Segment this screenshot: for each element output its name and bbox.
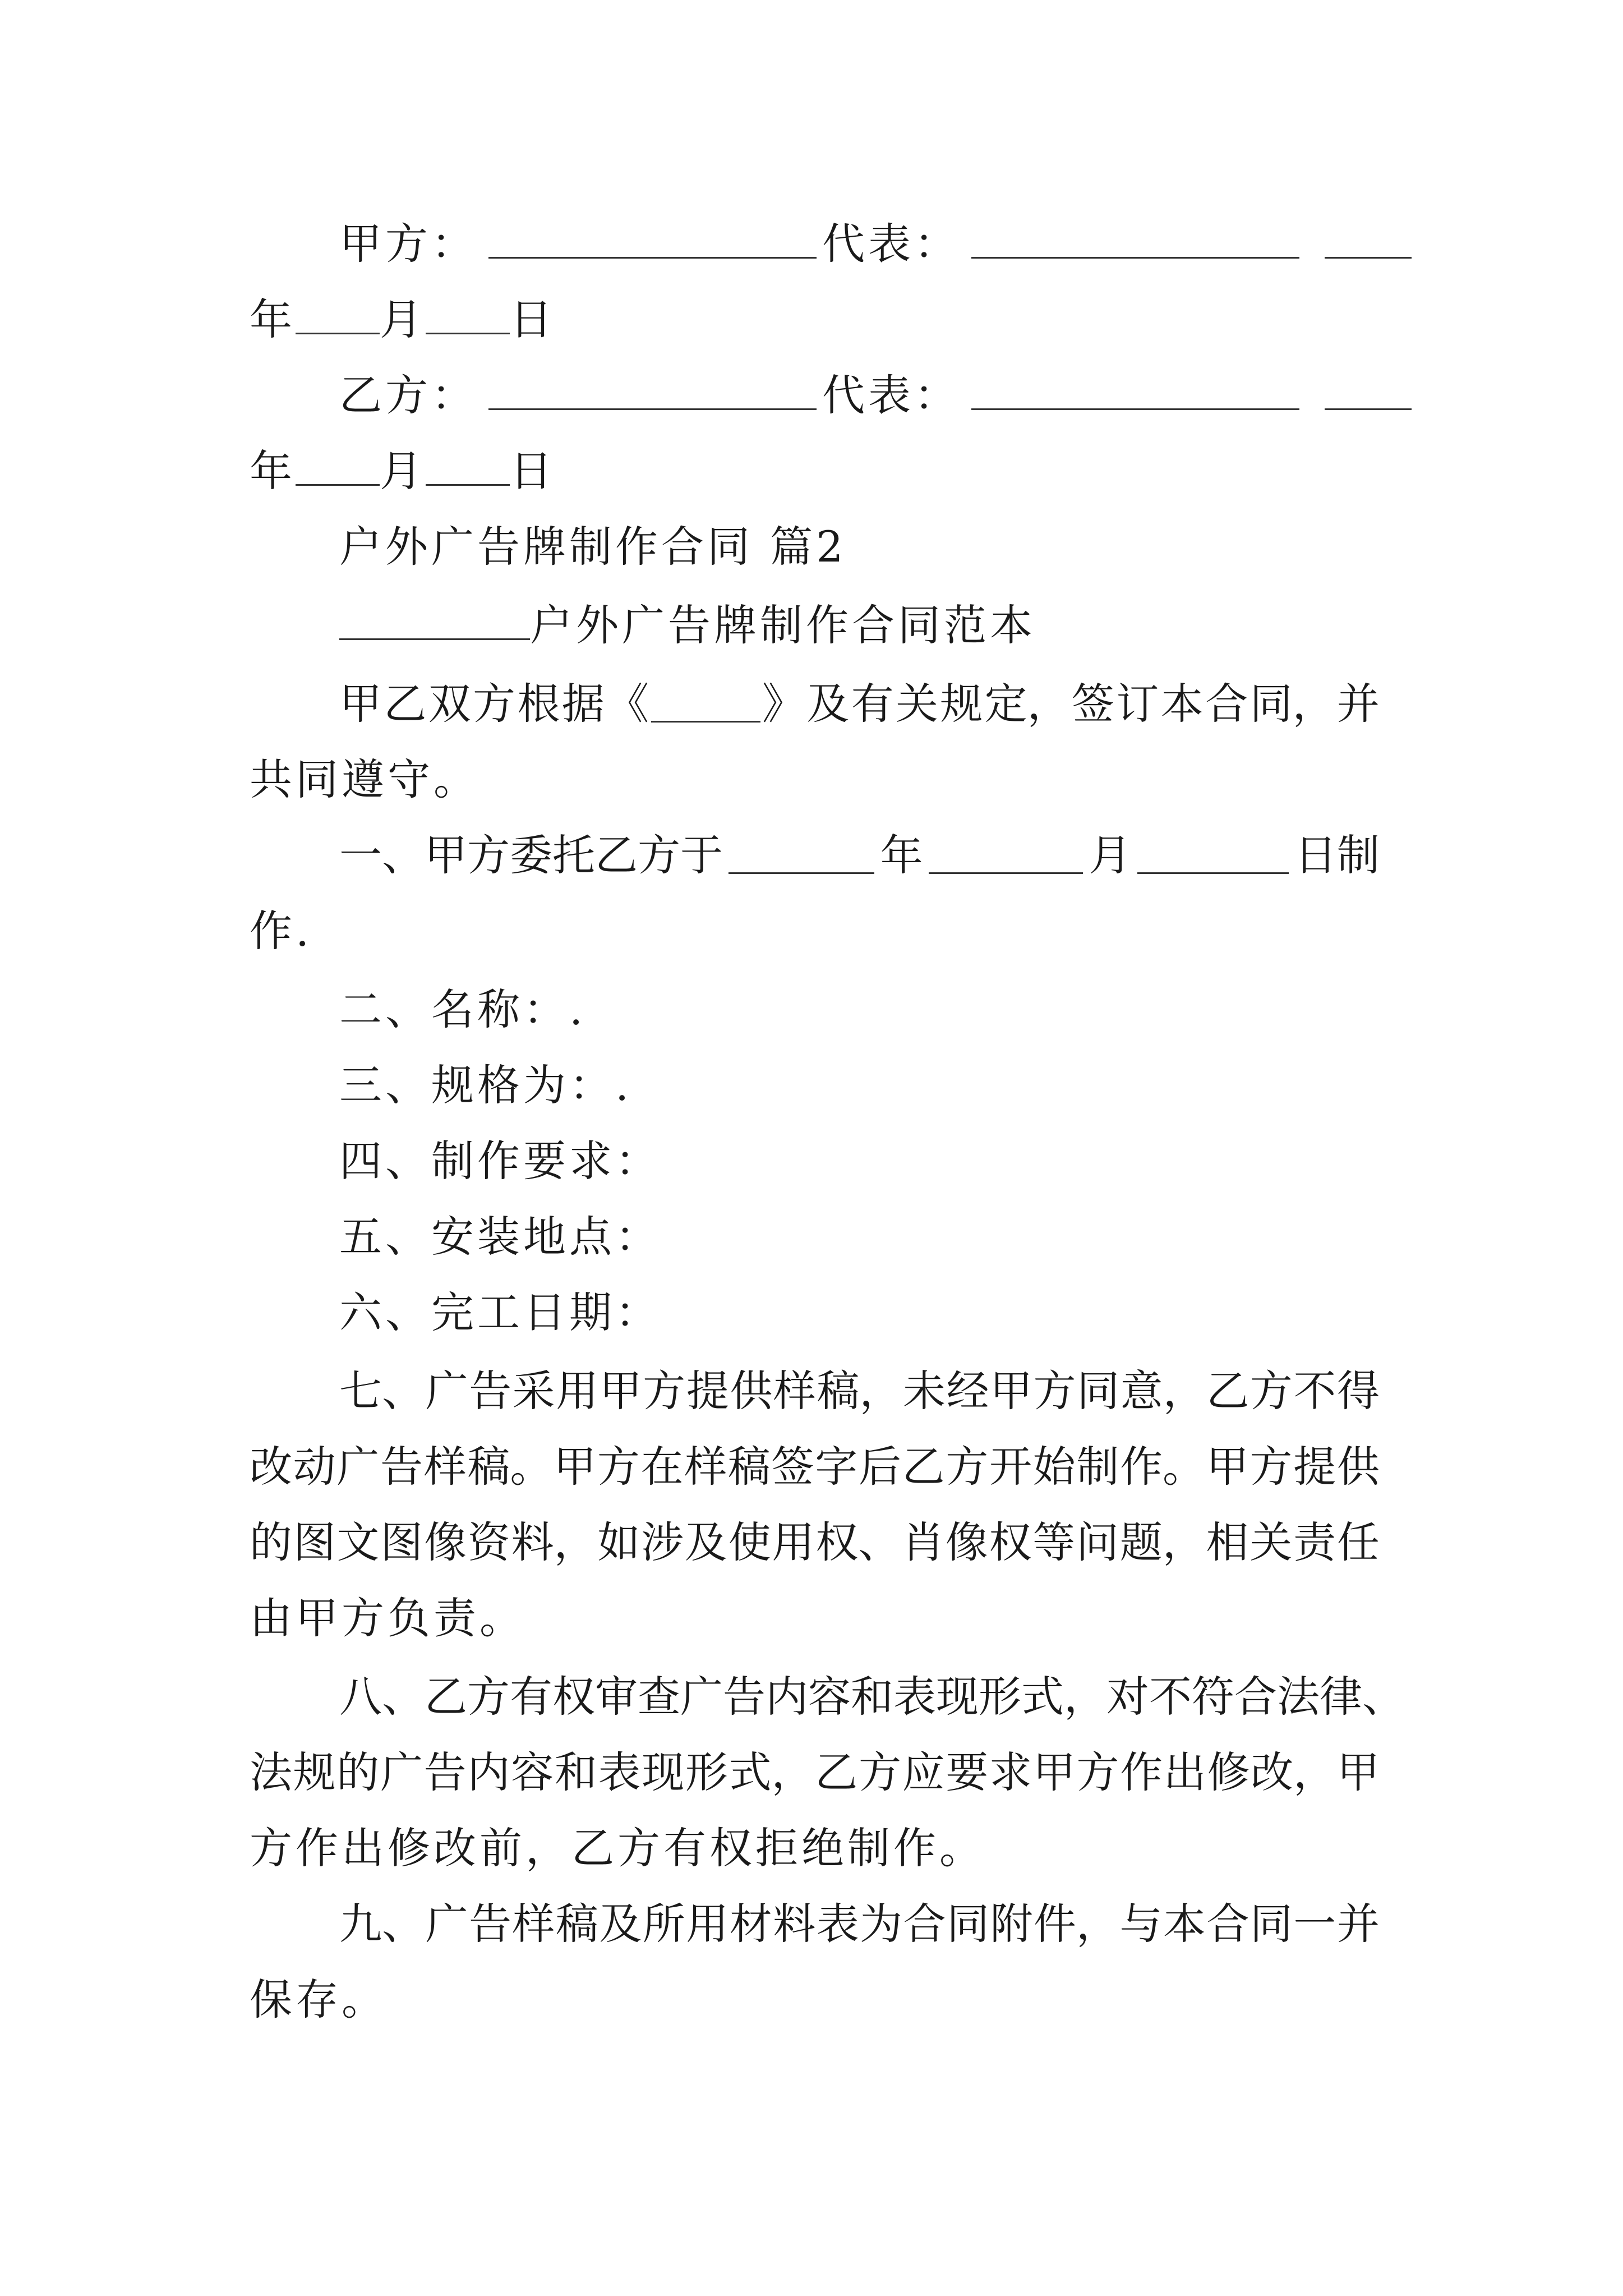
text-glyph: 本	[1163, 1899, 1206, 1949]
text-glyph: 像	[945, 1517, 988, 1567]
text-glyph: 方	[643, 1366, 686, 1416]
text-glyph: 改	[250, 1442, 292, 1492]
month-label: 月	[380, 446, 426, 496]
text-glyph: 容	[511, 1747, 554, 1797]
text-glyph: 所	[642, 1899, 685, 1949]
text-glyph: 提	[686, 1366, 729, 1416]
text-glyph: 样	[423, 1442, 467, 1492]
text-glyph: 七、	[339, 1366, 425, 1416]
text-glyph: 供	[1336, 1442, 1380, 1492]
text-glyph: 方	[1076, 1747, 1119, 1797]
text-glyph: 后	[858, 1442, 901, 1492]
text-glyph: 法	[1277, 1672, 1320, 1722]
text-glyph: 定，	[984, 679, 1070, 729]
text-glyph: 作	[1120, 1747, 1163, 1797]
text-glyph: 合	[903, 1899, 946, 1949]
item7-line-3	[250, 1503, 1380, 1582]
year-label: 年	[250, 446, 296, 496]
text-glyph: 甲	[1032, 1747, 1076, 1797]
party-a-year-blank	[1325, 222, 1412, 259]
text-glyph: 如	[597, 1517, 640, 1567]
text-glyph: 表	[893, 1672, 936, 1722]
intro-line-2: 共同遵守。	[250, 754, 479, 804]
text-glyph: 文	[336, 1517, 380, 1567]
item9-end: 保存。	[250, 1975, 388, 2024]
text-glyph: 经	[946, 1366, 989, 1416]
item1-text: 一、甲方委托乙方于	[339, 830, 723, 880]
item5: 五、安装地点：	[339, 1212, 661, 1262]
text-glyph: 意，	[1120, 1366, 1206, 1416]
text-glyph: 应	[902, 1747, 945, 1797]
text-glyph: 规	[940, 679, 983, 729]
item1-year: 年	[880, 830, 923, 880]
year-label: 年	[250, 295, 296, 344]
text-glyph: 甲	[990, 1366, 1033, 1416]
text-glyph: 相	[1206, 1517, 1249, 1567]
item2: 二、名称：.	[339, 984, 587, 1034]
text-glyph: 广	[680, 1672, 723, 1722]
text-glyph: 方	[1249, 1442, 1293, 1492]
month-blank	[296, 449, 380, 486]
text-glyph: 和	[554, 1747, 597, 1797]
text-glyph: 要	[946, 1747, 989, 1797]
item8-end: 方作出修改前，乙方有权拒绝制作。	[250, 1823, 985, 1873]
party-b-year-blank	[1325, 374, 1412, 410]
text-glyph: 符	[1192, 1672, 1234, 1722]
text-glyph: 形	[979, 1672, 1021, 1722]
item9-line-1	[250, 1885, 1380, 1963]
text-glyph: 作。	[1120, 1442, 1206, 1492]
item1-month-blank	[929, 838, 1083, 874]
text-glyph: 内	[766, 1672, 808, 1722]
text-glyph: 甲	[599, 1366, 642, 1416]
text-glyph: 料	[773, 1899, 816, 1949]
text-glyph: 权	[552, 1672, 595, 1722]
month-blank	[296, 298, 380, 334]
text-glyph: 问	[1076, 1517, 1119, 1567]
text-glyph: 本	[1160, 679, 1204, 729]
text-glyph: 等	[1032, 1517, 1076, 1567]
law-name-blank	[651, 686, 760, 723]
text-glyph: 及	[599, 1899, 642, 1949]
text-glyph: 件，	[1034, 1899, 1119, 1949]
text-glyph: 乙	[902, 1442, 945, 1492]
month-label: 月	[380, 295, 426, 344]
text-glyph: 甲	[339, 679, 382, 729]
text-glyph: 并	[1336, 1899, 1380, 1949]
text-glyph: 广	[425, 1899, 468, 1949]
item7-line-1	[250, 1352, 1380, 1430]
text-glyph: 现	[936, 1672, 979, 1722]
item1-day: 日制	[1294, 830, 1380, 880]
text-glyph: 在	[640, 1442, 684, 1492]
item1-end: 作.	[250, 906, 313, 956]
text-glyph: 题，	[1119, 1517, 1205, 1567]
day-label: 日	[510, 446, 556, 496]
day-label: 日	[510, 295, 556, 344]
text-glyph: 根	[517, 679, 560, 729]
text-glyph: 内	[467, 1747, 510, 1797]
text-glyph: 有	[510, 1672, 552, 1722]
text-glyph: 及	[684, 1517, 727, 1567]
item4: 四、制作要求：	[339, 1136, 661, 1186]
section-heading: 户外广告牌制作合同 篇2	[339, 522, 847, 572]
text-glyph: 表	[816, 1899, 859, 1949]
item8-line-2	[250, 1733, 1380, 1812]
text-glyph: 式，	[1021, 1672, 1106, 1722]
text-glyph: 乙	[1206, 1366, 1249, 1416]
party-a-rep-label: 代表：	[822, 219, 960, 269]
text-glyph: 用	[556, 1366, 599, 1416]
text-glyph: 样	[512, 1899, 555, 1949]
text-glyph: 动	[293, 1442, 336, 1492]
item6: 六、完工日期：	[339, 1287, 661, 1337]
text-glyph: 稿，	[817, 1366, 902, 1416]
text-glyph: 责	[1293, 1517, 1336, 1567]
text-glyph: 《	[606, 679, 649, 729]
document-page	[250, 0, 1405, 2296]
party-b-rep-blank	[971, 374, 1299, 410]
text-glyph: 订	[1116, 679, 1159, 729]
text-glyph: 及	[806, 679, 850, 729]
text-glyph: 稿	[727, 1442, 771, 1492]
title-blank	[339, 604, 530, 640]
party-b-blank	[488, 374, 817, 410]
text-glyph: 用	[772, 1517, 815, 1567]
text-glyph: 律、	[1320, 1672, 1405, 1722]
item3: 三、规格为：.	[339, 1060, 633, 1110]
text-glyph: 涉	[641, 1517, 684, 1567]
day-blank	[426, 449, 510, 486]
text-glyph: 方	[946, 1442, 989, 1492]
text-glyph: 告	[468, 1899, 511, 1949]
text-glyph: 方	[1249, 1366, 1293, 1416]
text-glyph: 八、	[339, 1672, 425, 1722]
text-glyph: 资	[467, 1517, 510, 1567]
text-glyph: 出	[1163, 1747, 1206, 1797]
text-glyph: 和	[851, 1672, 893, 1722]
text-glyph: 稿。	[467, 1442, 553, 1492]
text-glyph: 规	[293, 1747, 336, 1797]
text-glyph: 不	[1293, 1366, 1336, 1416]
text-glyph: 样	[773, 1366, 816, 1416]
text-glyph: 方	[858, 1747, 901, 1797]
item1-day-blank	[1137, 838, 1289, 874]
item7-line-2	[250, 1428, 1380, 1506]
text-glyph: 方	[467, 1672, 510, 1722]
text-glyph: 字	[815, 1442, 858, 1492]
text-glyph: 图	[293, 1517, 336, 1567]
intro-line-1	[250, 665, 1380, 743]
text-glyph: 对	[1106, 1672, 1149, 1722]
text-glyph: 合	[1234, 1672, 1277, 1722]
text-glyph: 甲	[554, 1442, 597, 1492]
text-glyph: 合	[1205, 679, 1248, 729]
text-glyph: 肖	[901, 1517, 944, 1567]
text-glyph: 权	[989, 1517, 1032, 1567]
text-glyph: 并	[1336, 679, 1380, 729]
text-glyph: 一	[1293, 1899, 1336, 1949]
text-glyph: 采	[512, 1366, 555, 1416]
text-glyph: 材	[729, 1899, 772, 1949]
text-glyph: 未	[903, 1366, 946, 1416]
text-glyph: 》	[762, 679, 805, 729]
text-glyph: 改，	[1251, 1747, 1336, 1797]
party-a-blank	[488, 222, 817, 259]
text-glyph: 甲	[1206, 1442, 1249, 1492]
text-glyph: 权、	[815, 1517, 901, 1567]
party-a-rep-blank	[971, 222, 1299, 259]
text-glyph: 告	[423, 1747, 467, 1797]
text-glyph: 同	[1077, 1366, 1120, 1416]
text-glyph: 的	[336, 1747, 380, 1797]
text-glyph: 的	[250, 1517, 292, 1567]
text-glyph: 修	[1207, 1747, 1250, 1797]
text-glyph: 告	[469, 1366, 512, 1416]
contract-title-line	[250, 586, 1380, 665]
text-glyph: 签	[1072, 679, 1115, 729]
text-glyph: 同	[947, 1899, 990, 1949]
text-glyph: 法	[250, 1747, 292, 1797]
text-glyph: 像	[424, 1517, 467, 1567]
text-glyph: 查	[638, 1672, 680, 1722]
text-glyph: 供	[730, 1366, 773, 1416]
item1-line	[250, 816, 1380, 895]
text-glyph: 九、	[339, 1899, 425, 1949]
text-glyph: 使	[728, 1517, 771, 1567]
text-glyph: 式，	[728, 1747, 814, 1797]
party-a-date-line	[250, 280, 1380, 359]
item8-line-1	[250, 1658, 1405, 1736]
text-glyph: 制	[1076, 1442, 1119, 1492]
text-glyph: 合	[1206, 1899, 1249, 1949]
text-glyph: 样	[684, 1442, 727, 1492]
text-glyph: 用	[686, 1899, 729, 1949]
text-glyph: 求	[989, 1747, 1032, 1797]
text-glyph: 双	[428, 679, 471, 729]
text-glyph: 附	[990, 1899, 1033, 1949]
text-glyph: 乙	[425, 1672, 467, 1722]
text-glyph: 关	[1249, 1517, 1293, 1567]
text-glyph: 关	[895, 679, 938, 729]
text-glyph: 方	[473, 679, 516, 729]
text-glyph: 告	[723, 1672, 766, 1722]
text-glyph: 甲	[1336, 1747, 1380, 1797]
text-glyph: 乙	[815, 1747, 858, 1797]
party-b-label: 乙方：	[339, 370, 477, 420]
text-glyph: 与	[1119, 1899, 1163, 1949]
text-glyph: 告	[380, 1442, 423, 1492]
text-glyph: 形	[685, 1747, 728, 1797]
text-glyph: 方	[597, 1442, 640, 1492]
text-glyph: 同，	[1249, 679, 1335, 729]
text-glyph: 始	[1032, 1442, 1076, 1492]
text-glyph: 乙	[384, 679, 427, 729]
party-b-rep-label: 代表：	[822, 370, 960, 420]
text-glyph: 得	[1336, 1366, 1380, 1416]
text-glyph: 广	[380, 1747, 423, 1797]
text-glyph: 签	[771, 1442, 814, 1492]
text-glyph: 稿	[555, 1899, 598, 1949]
item1-month: 月	[1089, 830, 1132, 880]
text-glyph: 不	[1149, 1672, 1192, 1722]
text-glyph: 为	[860, 1899, 903, 1949]
text-glyph: 表	[598, 1747, 641, 1797]
text-glyph: 广	[336, 1442, 380, 1492]
party-b-signature-line	[250, 356, 1380, 435]
day-blank	[426, 298, 510, 334]
text-glyph: 提	[1293, 1442, 1336, 1492]
item1-year-blank	[728, 838, 874, 874]
text-glyph: 广	[425, 1366, 468, 1416]
party-a-signature-line	[250, 205, 1380, 283]
text-glyph: 现	[642, 1747, 685, 1797]
text-glyph: 任	[1336, 1517, 1380, 1567]
text-glyph: 据	[561, 679, 605, 729]
text-glyph: 图	[380, 1517, 423, 1567]
text-glyph: 开	[989, 1442, 1032, 1492]
text-glyph: 容	[808, 1672, 851, 1722]
text-glyph: 有	[851, 679, 894, 729]
party-a-label: 甲方：	[339, 219, 477, 269]
text-glyph: 审	[595, 1672, 638, 1722]
text-glyph: 料，	[511, 1517, 597, 1567]
text-glyph: 方	[1033, 1366, 1076, 1416]
text-glyph: 同	[1249, 1899, 1293, 1949]
item7-end: 由甲方负责。	[250, 1593, 525, 1643]
party-b-date-line	[250, 432, 1380, 510]
contract-title: 户外广告牌制作合同范本	[530, 600, 1036, 650]
